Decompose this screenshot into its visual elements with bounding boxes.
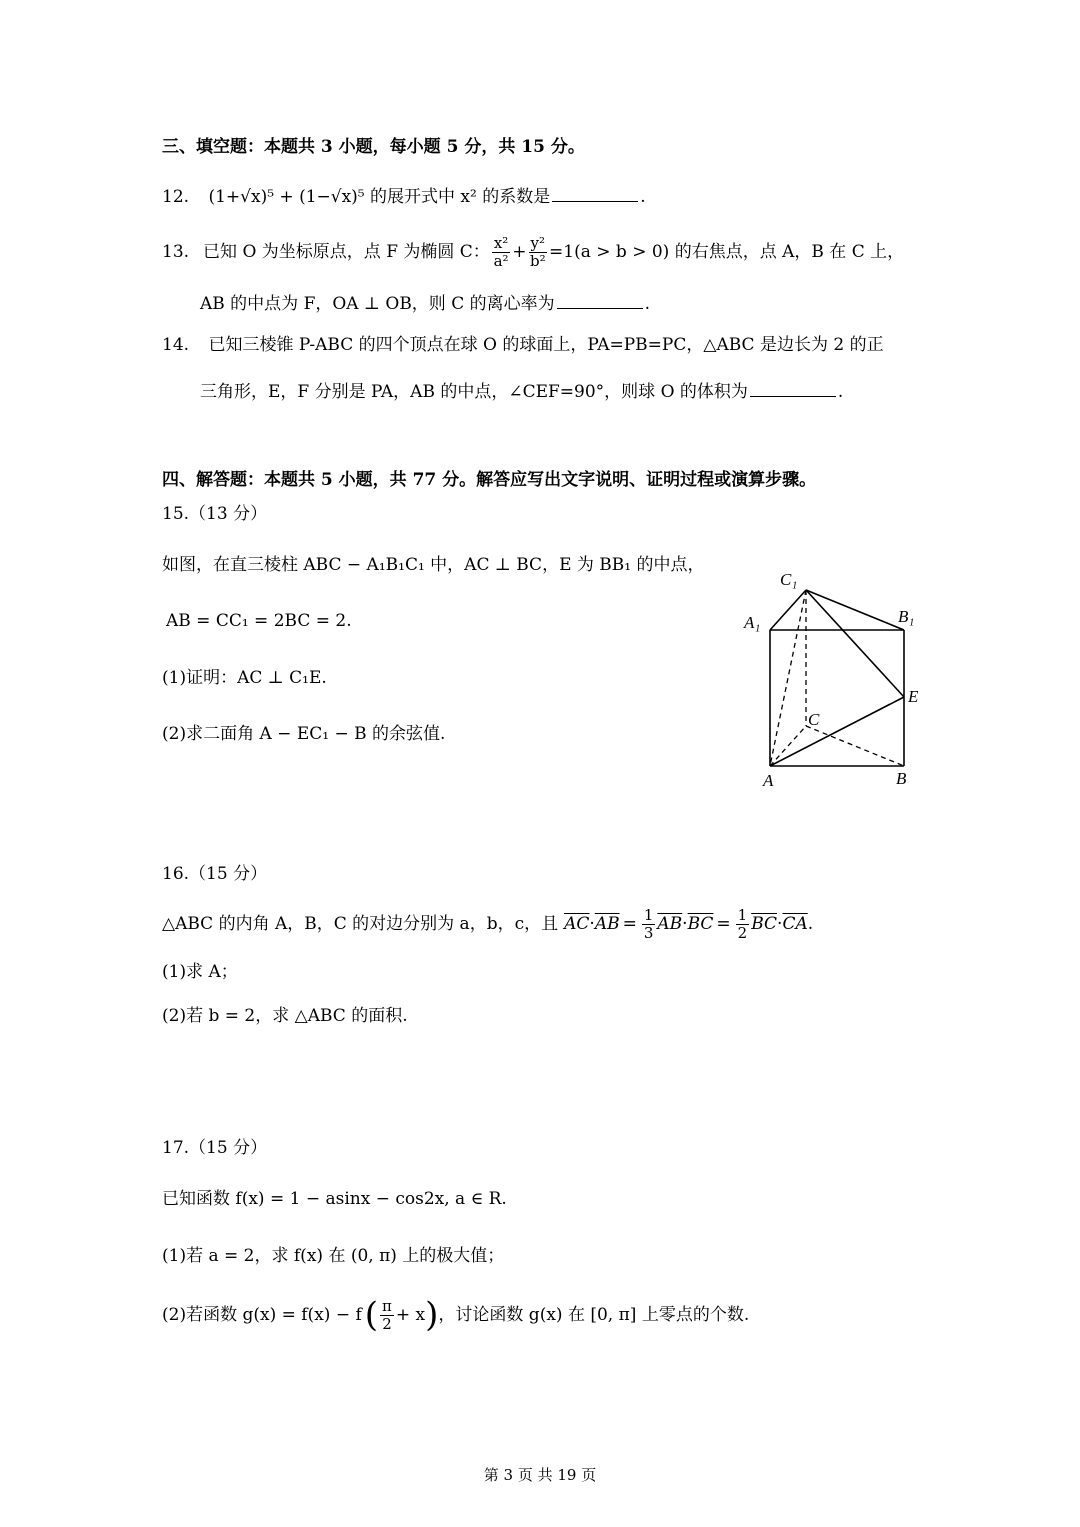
q16-header: 16.（15 分） <box>162 864 268 884</box>
q13-frac2-den: b² <box>529 251 546 270</box>
q17-part2-c: ，讨论函数 g(x) 在 [0, π] 上零点的个数. <box>438 1305 750 1325</box>
q16-vec-bc2: $\overline{BC}$ <box>751 914 778 934</box>
q16-text: △ABC 的内角 A，B，C 的对边分别为 a，b，c，且 <box>162 914 559 934</box>
q15-line2: AB = CC₁ = 2BC = 2. <box>166 611 352 631</box>
q17-frac-pi-half <box>380 1298 394 1333</box>
q13-text-a: 已知 O 为坐标原点，点 F 为椭圆 C： <box>203 242 490 262</box>
q16-frac-half <box>736 907 750 942</box>
q13-plus: + <box>512 242 527 262</box>
q13-frac1-den: a² <box>493 251 509 270</box>
q12-number: 12. <box>162 187 190 207</box>
q13-number: 13. <box>162 242 190 262</box>
q16-frac1-den: 3 <box>643 923 654 942</box>
label-e: E <box>908 687 919 706</box>
label-a: A <box>763 771 774 790</box>
q16-eq1: = <box>622 914 637 934</box>
q13-frac2-num: y² <box>530 233 546 252</box>
q15-part1: (1)证明：AC ⊥ C₁E. <box>162 668 327 688</box>
section4-heading: 四、解答题：本题共 5 小题，共 77 分。解答应写出文字说明、证明过程或演算步骤。 <box>162 470 817 490</box>
q12-expression: (1+√x)⁵ + (1−√x)⁵ <box>208 187 365 207</box>
q13-answer-blank[interactable] <box>557 290 643 309</box>
q16-line1 <box>162 902 813 946</box>
q16-vec-ab: $\overline{AB}$ <box>594 914 620 934</box>
question-13-line1 <box>162 230 904 274</box>
q15-part2: (2)求二面角 A − EC₁ − B 的余弦值. <box>162 724 446 744</box>
q17-header: 17.（15 分） <box>162 1138 268 1158</box>
edge-c1-e <box>806 590 904 697</box>
q14-number: 14. <box>162 335 190 355</box>
q16-frac-third <box>642 907 656 942</box>
edge-a1-c1 <box>770 590 806 630</box>
q15-header: 15.（13 分） <box>162 504 268 524</box>
q12-text: 的展开式中 x² 的系数是 <box>370 187 551 207</box>
edge-c1-a-hidden <box>770 590 806 766</box>
q16-vec-bc: $\overline{BC}$ <box>687 914 714 934</box>
question-13-line2 <box>200 290 650 316</box>
q13-text-b: =1(a > b > 0) 的右焦点，点 A，B 在 C 上， <box>549 242 905 262</box>
q16-end: . <box>807 914 814 934</box>
q13-end: . <box>644 294 651 314</box>
edge-a-e <box>770 697 904 766</box>
q13-frac1-num: x² <box>493 233 509 252</box>
edge-a-c-hidden <box>770 726 806 766</box>
q13-fraction-x <box>492 235 510 270</box>
q14-answer-blank[interactable] <box>750 378 836 397</box>
q16-frac2-num: 1 <box>737 905 748 924</box>
question-14-line1 <box>162 333 884 357</box>
page-footer: 第 3 页 共 19 页 <box>483 1466 597 1484</box>
q14-end: . <box>837 382 844 402</box>
q16-vec-ca: $\overline{CA}$ <box>782 914 808 934</box>
q12-end: . <box>640 187 646 207</box>
q16-frac1-num: 1 <box>643 905 654 924</box>
q13-fraction-y <box>529 235 548 270</box>
edge-c1-b1 <box>806 590 904 630</box>
q16-part1: (1)求 A； <box>162 962 238 982</box>
q17-part2-b: + x <box>395 1305 426 1325</box>
q15-line1: 如图，在直三棱柱 ABC − A₁B₁C₁ 中，AC ⊥ BC，E 为 BB₁ 的中点， <box>162 555 705 575</box>
q14-line2: 三角形，E，F 分别是 PA，AB 的中点，∠CEF=90°，则球 O 的体积为 <box>200 382 748 402</box>
section3-heading: 三、填空题：本题共 3 小题，每小题 5 分，共 15 分。 <box>162 137 585 157</box>
q16-dot2: · <box>682 914 688 934</box>
q17-part2-a: (2)若函数 g(x) = f(x) − f <box>162 1305 362 1325</box>
question-12 <box>162 183 646 209</box>
question-14-line2 <box>200 378 843 404</box>
label-c: C <box>808 710 820 729</box>
prism-figure <box>730 560 940 800</box>
label-a1: A₁ <box>744 613 761 632</box>
label-b: B <box>896 769 907 788</box>
q16-dot3: · <box>777 914 783 934</box>
q14-line1: 已知三棱锥 P-ABC 的四个顶点在球 O 的球面上，PA=PB=PC，△ABC 是边长为 2 的正 <box>208 335 884 355</box>
q16-eq2: = <box>716 914 731 934</box>
q12-answer-blank[interactable] <box>552 183 638 202</box>
q16-vec-ac: $\overline{AC}$ <box>564 914 590 934</box>
label-c1: C₁ <box>780 570 798 589</box>
q17-part2 <box>162 1292 749 1338</box>
q16-dot1: · <box>589 914 595 934</box>
q17-line1: 已知函数 f(x) = 1 − asinx − cos2x, a ∈ R. <box>162 1189 507 1209</box>
edge-c-b-hidden <box>806 726 904 766</box>
q17-part1: (1)若 a = 2，求 f(x) 在 (0, π) 上的极大值； <box>162 1246 505 1266</box>
q13-line2: AB 的中点为 F，OA ⊥ OB，则 C 的离心率为 <box>200 294 555 314</box>
q16-vec-ab2: $\overline{AB}$ <box>657 914 683 934</box>
q17-frac-den: 2 <box>382 1314 392 1333</box>
q17-paren-open: ( <box>364 1295 379 1335</box>
q16-part2: (2)若 b = 2，求 △ABC 的面积. <box>162 1006 408 1026</box>
q17-frac-num: π <box>382 1296 392 1315</box>
label-b1: B₁ <box>898 607 915 626</box>
q17-paren-close: ) <box>425 1295 439 1335</box>
q16-frac2-den: 2 <box>737 923 748 942</box>
